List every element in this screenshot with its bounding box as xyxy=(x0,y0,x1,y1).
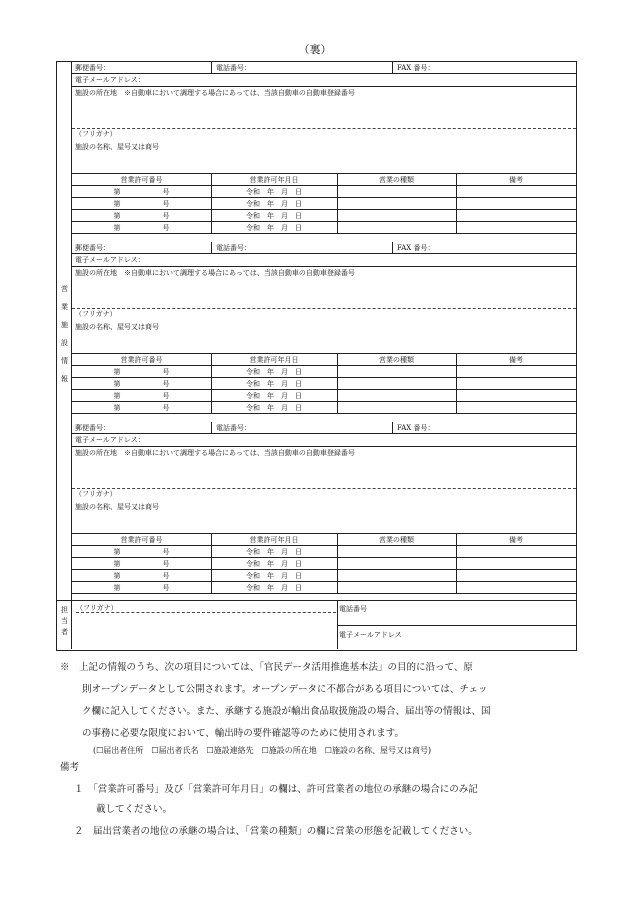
location-label: 施設の所在地 ※自動車において調理する場合にあっては、当該自動車の自動車登録番号 xyxy=(75,269,355,277)
side-label-contact-person xyxy=(57,601,72,649)
permit-number-cell: 第 号 xyxy=(113,572,170,580)
business-type-header: 営業の種類 xyxy=(379,176,414,184)
permit-number-cell: 第 号 xyxy=(113,224,170,232)
side-char: 設 xyxy=(61,339,68,347)
open-data-checkboxes: (☐届出者住所 ☐届出者氏名 ☐施設連絡先 ☐施設の所在地 ☐施設の名称、屋号又は商号) xyxy=(93,746,432,755)
permit-table-header xyxy=(72,534,576,546)
permit-date-cell: 令和 年 月 日 xyxy=(246,212,302,220)
permit-table-row xyxy=(72,570,576,582)
permit-date-cell: 令和 年 月 日 xyxy=(246,572,302,580)
permit-date-header: 営業許可年月日 xyxy=(249,356,299,364)
remarks-header: 備考 xyxy=(509,536,523,544)
permit-table-row xyxy=(72,210,576,222)
location-row xyxy=(72,87,576,129)
phone-label: 電話番号： xyxy=(216,64,251,72)
permit-date-cell: 令和 年 月 日 xyxy=(246,380,302,388)
facility-block xyxy=(72,422,576,602)
side-char: 報 xyxy=(61,375,68,383)
permit-number-cell: 第 号 xyxy=(113,404,170,412)
location-label: 施設の所在地 ※自動車において調理する場合にあっては、当該自動車の自動車登録番号 xyxy=(75,449,355,457)
furigana-label: （フリガナ） xyxy=(75,310,117,318)
contact-row xyxy=(72,62,576,74)
open-data-note-line4: の事務に必要な限度において、輸出時の要件確認等のために使用されます。 xyxy=(82,728,405,739)
side-char: 施 xyxy=(61,321,68,329)
location-label: 施設の所在地 ※自動車において調理する場合にあっては、当該自動車の自動車登録番号 xyxy=(75,89,355,97)
contact-furigana-label: （フリガナ） xyxy=(76,604,118,612)
facility-name-label: 施設の名称、屋号又は商号 xyxy=(75,143,159,151)
permit-date-cell: 令和 年 月 日 xyxy=(246,584,302,592)
permit-table-row xyxy=(72,222,576,234)
email-row xyxy=(72,254,576,267)
remark-2: ２ 届出営業者の地位の承継の場合は、「営業の種類」の欄に営業の形態を記載してください。 xyxy=(74,826,478,837)
facility-name-label: 施設の名称、屋号又は商号 xyxy=(75,503,159,511)
contact-phone-label: 電話番号 xyxy=(339,605,367,613)
side-char: 当 xyxy=(61,617,68,625)
permit-date-header: 営業許可年月日 xyxy=(249,176,299,184)
permit-table-row xyxy=(72,558,576,570)
location-row xyxy=(72,447,576,489)
permit-date-cell: 令和 年 月 日 xyxy=(246,224,302,232)
open-data-note-line3: ク欄に記入してください。また、承継する施設が輸出食品取扱施設の場合、届出等の情報は、国 xyxy=(82,706,491,717)
permit-table-header xyxy=(72,174,576,186)
permit-number-header: 営業許可番号 xyxy=(120,356,163,364)
permit-table-row xyxy=(72,582,576,594)
furigana-label: （フリガナ） xyxy=(75,130,117,138)
facility-name-row xyxy=(72,489,576,534)
permit-number-cell: 第 号 xyxy=(113,548,170,556)
permit-date-cell: 令和 年 月 日 xyxy=(246,392,302,400)
permit-number-cell: 第 号 xyxy=(113,584,170,592)
facility-info-form xyxy=(56,61,577,651)
facility-name-row xyxy=(72,309,576,354)
email-label: 電子メールアドレス： xyxy=(75,256,145,264)
permit-number-header: 営業許可番号 xyxy=(120,176,163,184)
permit-date-header: 営業許可年月日 xyxy=(249,536,299,544)
contact-row xyxy=(72,422,576,434)
permit-table-row xyxy=(72,546,576,558)
fax-label: FAX 番号： xyxy=(397,424,435,432)
permit-table-row xyxy=(72,390,576,402)
remarks-header: 備考 xyxy=(509,176,523,184)
side-char: 者 xyxy=(61,628,68,636)
permit-date-cell: 令和 年 月 日 xyxy=(246,404,302,412)
permit-number-cell: 第 号 xyxy=(113,368,170,376)
remark-1-line2: 載してください。 xyxy=(96,804,173,815)
email-label: 電子メールアドレス： xyxy=(75,436,145,444)
email-row xyxy=(72,74,576,87)
side-char: 業 xyxy=(61,303,68,311)
permit-table-row xyxy=(72,198,576,210)
email-label: 電子メールアドレス： xyxy=(75,76,145,84)
phone-label: 電話番号： xyxy=(216,424,251,432)
postal-code-label: 郵便番号： xyxy=(75,64,110,72)
side-char: 営 xyxy=(61,285,68,293)
permit-number-header: 営業許可番号 xyxy=(120,536,163,544)
business-type-header: 営業の種類 xyxy=(379,536,414,544)
side-char: 情 xyxy=(61,357,68,365)
remarks-title: 備考 xyxy=(60,762,80,773)
location-row xyxy=(72,267,576,309)
side-label-facility-info xyxy=(57,62,72,600)
permit-date-cell: 令和 年 月 日 xyxy=(246,200,302,208)
permit-number-cell: 第 号 xyxy=(113,200,170,208)
open-data-note-line1: ※ 上記の情報のうち、次の項目については、「官民データ活用推進基本法」の目的に沿って、原 xyxy=(60,662,473,673)
permit-date-cell: 令和 年 月 日 xyxy=(246,548,302,556)
permit-date-cell: 令和 年 月 日 xyxy=(246,560,302,568)
fax-label: FAX 番号： xyxy=(397,64,435,72)
permit-table-row xyxy=(72,378,576,390)
email-row xyxy=(72,434,576,447)
remark-1-line1: １ 「営業許可番号」及び「営業許可年月日」の欄は、許可営業者の地位の承継の場合にのみ記 xyxy=(74,784,478,795)
permit-number-cell: 第 号 xyxy=(113,560,170,568)
facility-block xyxy=(72,62,576,242)
facility-name-label: 施設の名称、屋号又は商号 xyxy=(75,323,159,331)
permit-number-cell: 第 号 xyxy=(113,392,170,400)
permit-number-cell: 第 号 xyxy=(113,212,170,220)
permit-table-row xyxy=(72,366,576,378)
contact-person-section xyxy=(57,600,576,650)
fax-label: FAX 番号： xyxy=(397,244,435,252)
side-char: 担 xyxy=(61,606,68,614)
page-title: （裏） xyxy=(298,43,332,56)
phone-label: 電話番号： xyxy=(216,244,251,252)
permit-number-cell: 第 号 xyxy=(113,380,170,388)
open-data-note-line2: 則オープンデータとして公開されます。オープンデータに不都合がある項目については、チェッ xyxy=(82,684,488,695)
permit-table-row xyxy=(72,186,576,198)
permit-number-cell: 第 号 xyxy=(113,188,170,196)
furigana-label: （フリガナ） xyxy=(75,490,117,498)
permit-date-cell: 令和 年 月 日 xyxy=(246,368,302,376)
postal-code-label: 郵便番号： xyxy=(75,424,110,432)
business-type-header: 営業の種類 xyxy=(379,356,414,364)
facility-name-row xyxy=(72,129,576,174)
contact-row xyxy=(72,242,576,254)
contact-email-label: 電子メールアドレス xyxy=(339,631,402,639)
permit-table-row xyxy=(72,402,576,414)
remarks-header: 備考 xyxy=(509,356,523,364)
facility-block xyxy=(72,242,576,422)
permit-table-header xyxy=(72,354,576,366)
postal-code-label: 郵便番号： xyxy=(75,244,110,252)
permit-date-cell: 令和 年 月 日 xyxy=(246,188,302,196)
